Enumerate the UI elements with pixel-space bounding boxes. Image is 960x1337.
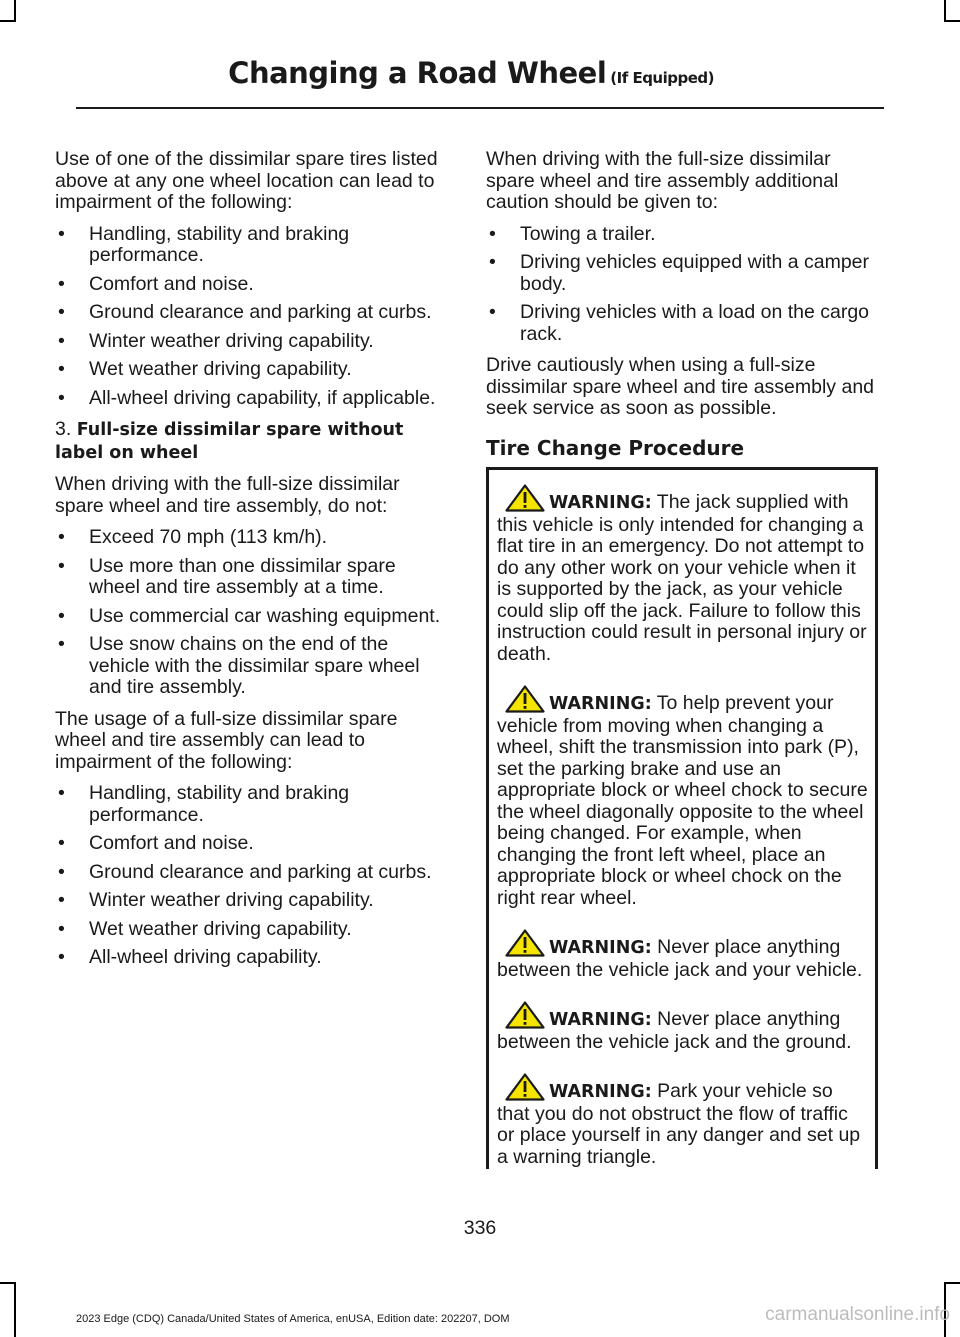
list-item: • Ground clearance and parking at curbs.: [58, 860, 432, 883]
right-column: [486, 149, 878, 479]
warning-triangle-icon: [505, 685, 545, 713]
usage-impairment-list: [55, 783, 450, 969]
list-item: • Towing a trailer.: [489, 222, 656, 245]
caution-list: [486, 224, 878, 346]
step-title: Full-size dissimilar spare without label on wheel: [55, 420, 404, 463]
impairment-list: [55, 224, 450, 410]
header-rule: [76, 107, 884, 109]
list-item: • All-wheel driving capability.: [58, 946, 322, 968]
crop-mark: [0, 20, 16, 22]
intro-paragraph: Use of one of the dissimilar spare tires listed above at any one wheel location can lead to impairment of the following:: [55, 148, 438, 213]
list-item: • Winter weather driving capability.: [58, 889, 374, 911]
list-item: • Ground clearance and parking at curbs.: [58, 301, 432, 323]
do-not-list: [55, 527, 450, 699]
crop-mark: [944, 20, 960, 22]
warning-triangle-icon: [505, 484, 545, 512]
page-title-suffix: (If Equipped): [610, 69, 714, 87]
list-item: • Wet weather driving capability.: [58, 917, 352, 940]
list-item: • Wet weather driving capability.: [58, 358, 352, 380]
warning-box: [486, 467, 878, 1169]
warning-label: WARNING:: [549, 493, 652, 513]
list-item: • Comfort and noise.: [58, 832, 254, 854]
warning-label: WARNING:: [549, 1082, 652, 1102]
list-item: • Exceed 70 mph (113 km/h).: [58, 526, 328, 548]
warning-triangle-icon: [505, 929, 545, 957]
warning-label: WARNING:: [549, 938, 652, 958]
warning-item: [497, 685, 869, 909]
warning-text: To help prevent your vehicle from moving when changing a wheel, shift the transmission into park (P), set the parking brake and use an appropriate block or wheel chock to secure the wheel diagonally opposite to the wheel being changed. For example, when changing the front left wheel, place an appropriate block or wheel chock on the right rear wheel.: [497, 692, 868, 909]
warning-triangle-icon: [505, 1001, 545, 1029]
list-item: • Winter weather driving capability.: [58, 329, 374, 352]
list-item: • All-wheel driving capability, if applicable.: [58, 386, 436, 409]
usage-paragraph: The usage of a full-size dissimilar spare wheel and tire assembly can lead to impairment of the following:: [55, 707, 398, 773]
crop-mark: [14, 1282, 16, 1337]
step-number: 3.: [55, 418, 72, 440]
warning-triangle-icon: [505, 1073, 545, 1101]
caution-paragraph: When driving with the full-size dissimilar spare wheel and tire assembly additional caution should be given to:: [486, 148, 839, 213]
page-title: [228, 56, 714, 90]
section-heading: Tire Change Procedure: [486, 435, 745, 460]
page-number: 336: [463, 1217, 497, 1239]
list-item: • Handling, stability and braking performance.: [58, 222, 350, 266]
list-item: • Comfort and noise.: [58, 272, 254, 295]
warning-text: The jack supplied with this vehicle is only intended for changing a flat tire in an emergency. Do not attempt to do any other work on your vehicle when it is supported by the jack, as your vehicle could slip off the jack. Failure to follow this instruction could result in personal injury or death.: [497, 491, 867, 665]
step-3-heading: [55, 419, 450, 464]
warning-item: [497, 1073, 869, 1168]
footer-edition: 2023 Edge (CDQ) Canada/United States of America, enUSA, Edition date: 202207, DOM: [76, 1313, 510, 1325]
page-title-text: Changing a Road Wheel: [228, 56, 607, 90]
do-not-paragraph: When driving with the full-size dissimilar spare wheel and tire assembly, do not:: [55, 473, 400, 517]
left-column: [55, 149, 450, 979]
warning-item: [497, 484, 869, 665]
crop-mark: [14, 0, 16, 22]
list-item: • Use commercial car washing equipment.: [58, 604, 441, 627]
crop-mark: [944, 1282, 960, 1284]
warning-item: [497, 1001, 869, 1053]
list-item: • Driving vehicles equipped with a camper body.: [489, 251, 870, 295]
watermark: carmanualsonline.info: [765, 1304, 950, 1325]
crop-mark: [944, 0, 946, 22]
drive-cautiously-paragraph: Drive cautiously when using a full-size dissimilar spare wheel and tire assembly and seek service as soon as possible.: [486, 354, 875, 419]
warning-text: Never place anything between the vehicle jack and the ground.: [497, 1008, 852, 1053]
warning-text: Never place anything between the vehicle jack and your vehicle.: [497, 936, 863, 981]
warning-label: WARNING:: [549, 1010, 652, 1030]
warning-item: [497, 929, 869, 981]
crop-mark: [0, 1282, 16, 1284]
list-item: • Handling, stability and braking performance.: [58, 782, 350, 826]
list-item: • Use more than one dissimilar spare wheel and tire assembly at a time.: [58, 554, 396, 598]
warning-label: WARNING:: [549, 694, 652, 714]
list-item: • Use snow chains on the end of the vehicle with the dissimilar spare wheel and tire assembly.: [58, 633, 420, 698]
list-item: • Driving vehicles with a load on the cargo rack.: [489, 301, 870, 345]
warning-text: Park your vehicle so that you do not obstruct the flow of traffic or place yourself in any danger and set up a warning triangle.: [497, 1080, 861, 1168]
